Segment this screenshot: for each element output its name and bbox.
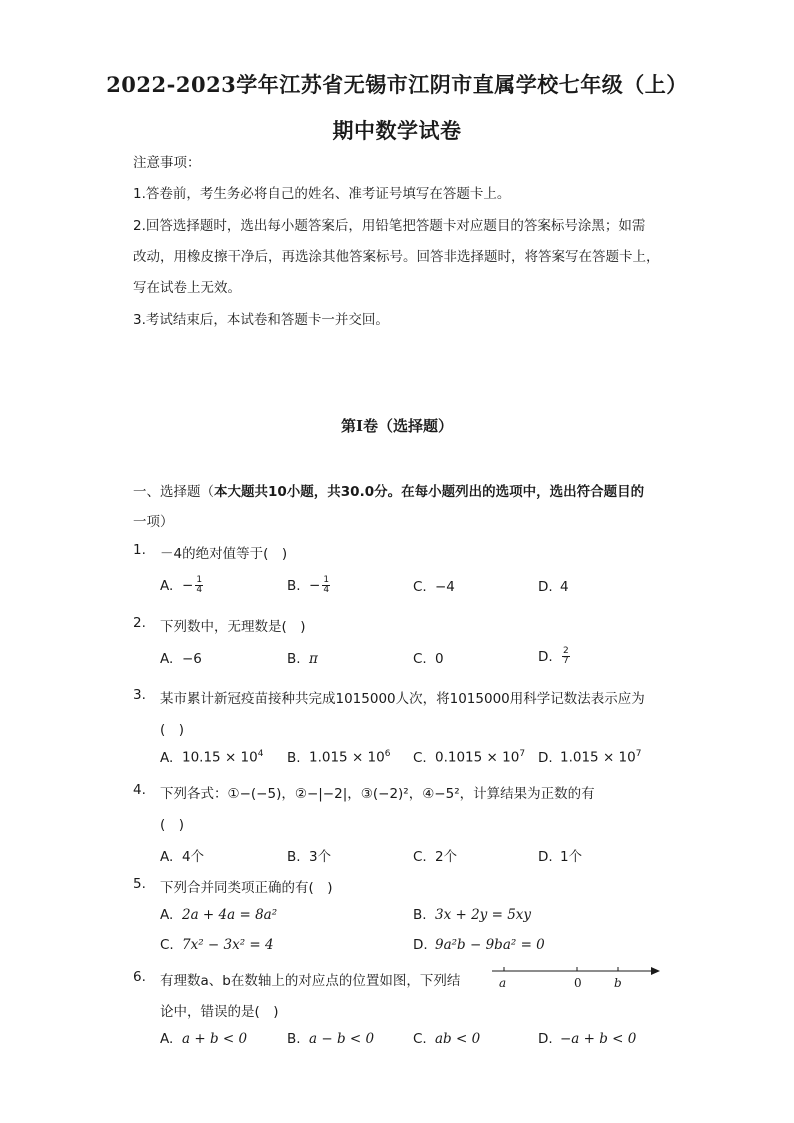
part-heading-line2: 一项）	[133, 514, 174, 530]
question-text-cont: ( )	[160, 817, 185, 833]
option-c[interactable]: C. 0	[413, 651, 444, 667]
option-b[interactable]: B. 3x + 2y = 5xy	[413, 907, 532, 923]
option-c[interactable]: C. 2个	[413, 849, 458, 865]
option-a[interactable]: A. 4个	[160, 849, 205, 865]
question-number: 2.	[133, 615, 146, 631]
option-b[interactable]: B. − $\frac{1}{4}$	[287, 575, 330, 595]
question-number: 4.	[133, 782, 146, 798]
option-b[interactable]: B. 3个	[287, 849, 332, 865]
question-text: 某市累计新冠疫苗接种共完成1015000人次，将1015000用科学记数法表示应为	[160, 691, 645, 707]
option-d[interactable]: D. 1个	[538, 849, 583, 865]
option-a[interactable]: A. −6	[160, 651, 202, 667]
option-d[interactable]: D. 9a²b − 9ba² = 0	[413, 937, 545, 953]
option-b[interactable]: B. $1.015 \times 10^6$	[287, 749, 391, 766]
label-a: a	[499, 976, 507, 990]
note-line: 改动，用橡皮擦干净后，再选涂其他答案标号。回答非选择题时，将答案写在答题卡上，	[133, 249, 660, 265]
part-heading: 一、选择题（本大题共10小题，共30.0分。在每小题列出的选项中，选出符合题目的	[133, 484, 645, 500]
question-text-cont: ( )	[160, 722, 185, 738]
option-d[interactable]: D. −a + b < 0	[538, 1031, 637, 1047]
number-line-arrow	[651, 967, 660, 975]
option-c[interactable]: C. 7x² − 3x² = 4	[160, 937, 274, 953]
question-text: －4的绝对值等于( )	[160, 546, 288, 562]
label-b: b	[614, 976, 622, 990]
question-text: 下列各式：①−(−5)，②−|−2|，③(−2)²，④−5²，计算结果为正数的有	[160, 786, 595, 802]
option-a[interactable]: A. a + b < 0	[160, 1031, 248, 1047]
option-a[interactable]: A. − $\frac{1}{4}$	[160, 575, 203, 595]
question-number: 5.	[133, 876, 146, 892]
section-title: 第Ⅰ卷（选择题）	[340, 417, 454, 435]
option-a[interactable]: A. $10.15 \times 10^4$	[160, 749, 264, 766]
exam-title-line1: 2022-2023学年江苏省无锡市江阴市直属学校七年级（上）	[106, 72, 688, 97]
note-line: 写在试卷上无效。	[133, 280, 241, 296]
option-c[interactable]: C. −4	[413, 579, 455, 595]
question-text-cont: 论中，错误的是( )	[160, 1004, 279, 1020]
note-line: 1.答卷前，考生务必将自己的姓名、准考证号填写在答题卡上。	[133, 186, 511, 202]
note-line: 3.考试结束后，本试卷和答题卡一并交回。	[133, 312, 389, 328]
question-number: 3.	[133, 687, 146, 703]
option-d[interactable]: D. 4	[538, 579, 569, 595]
notes-heading: 注意事项：	[133, 155, 201, 171]
label-zero: 0	[574, 976, 582, 990]
option-c[interactable]: C. $0.1015 \times 10^7$	[413, 749, 526, 766]
note-line: 2.回答选择题时，选出每小题答案后，用铅笔把答题卡对应题目的答案标号涂黑；如需	[133, 218, 646, 234]
question-number: 6.	[133, 969, 146, 985]
option-d[interactable]: D. $\frac{2}{7}$	[538, 646, 569, 666]
question-text: 有理数a、b在数轴上的对应点的位置如图，下列结	[160, 973, 461, 989]
option-a[interactable]: A. 2a + 4a = 8a²	[160, 907, 278, 923]
option-b[interactable]: B. a − b < 0	[287, 1031, 375, 1047]
question-number: 1.	[133, 542, 146, 558]
option-c[interactable]: C. ab < 0	[413, 1031, 481, 1047]
option-b[interactable]: B. π	[287, 651, 318, 667]
question-text: 下列数中，无理数是( )	[160, 619, 306, 635]
option-d[interactable]: D. $1.015 \times 10^7$	[538, 749, 642, 766]
question-text: 下列合并同类项正确的有( )	[160, 880, 333, 896]
exam-title-line2: 期中数学试卷	[332, 118, 462, 143]
